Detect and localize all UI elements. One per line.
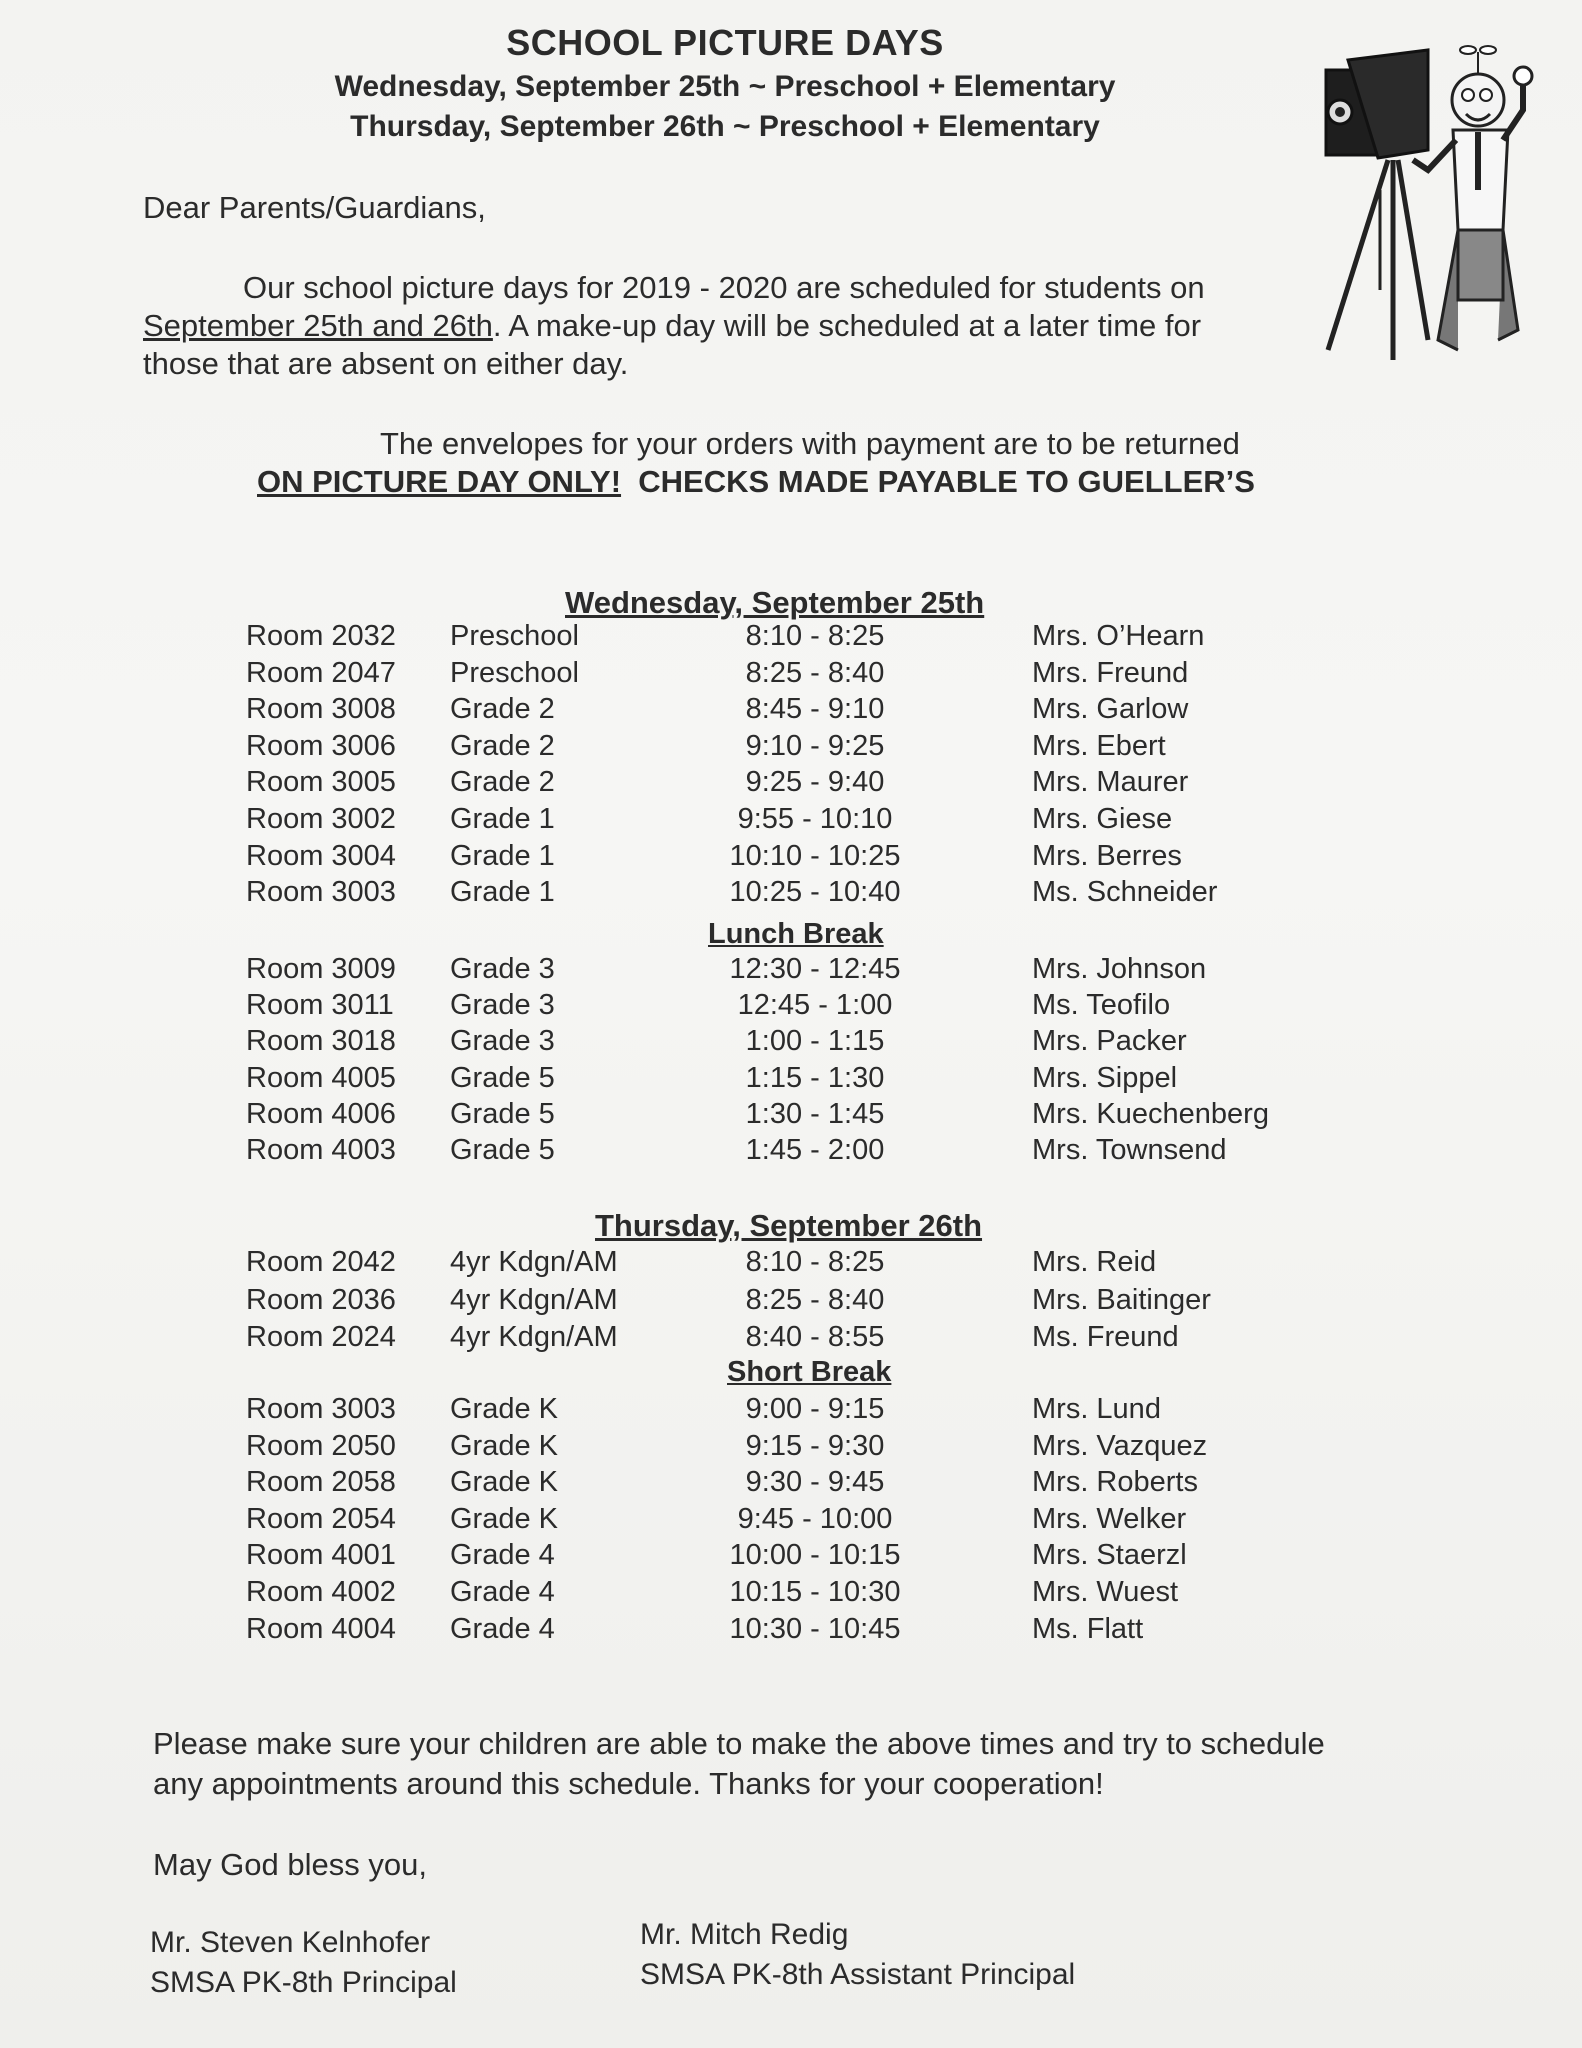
room-cell: Room 2058 bbox=[246, 1466, 396, 1499]
room-cell: Room 3003 bbox=[246, 1393, 396, 1425]
schedule-row bbox=[0, 1321, 1582, 1357]
picture-dates: September 25th and 26th bbox=[143, 308, 493, 343]
time-cell: 10:15 - 10:30 bbox=[729, 1576, 901, 1608]
room-cell: Room 2050 bbox=[246, 1429, 396, 1462]
paragraph-2-line-1: The envelopes for your orders with payment are to be returned bbox=[380, 426, 1240, 461]
room-cell: Room 3002 bbox=[246, 803, 396, 835]
subtitle-wednesday: Wednesday, September 25th ~ Preschool + Elementary bbox=[334, 70, 1116, 103]
time-cell: 8:25 - 8:40 bbox=[745, 656, 885, 689]
room-cell: Room 2054 bbox=[246, 1502, 396, 1535]
schedule-row bbox=[0, 1393, 1582, 1429]
teacher-cell: Mrs. Ebert bbox=[1032, 729, 1166, 762]
schedule-row bbox=[0, 1134, 1582, 1170]
teacher-cell: Mrs. Packer bbox=[1032, 1025, 1187, 1058]
grade-cell: Grade 5 bbox=[450, 1061, 555, 1094]
teacher-cell: Mrs. Baitinger bbox=[1032, 1283, 1211, 1316]
time-cell: 1:30 - 1:45 bbox=[745, 1097, 885, 1130]
time-cell: 9:15 - 9:30 bbox=[745, 1429, 885, 1462]
schedule-row bbox=[0, 953, 1582, 989]
assistant-principal-name: Mr. Mitch Redig bbox=[640, 1918, 849, 1951]
time-cell: 12:45 - 1:00 bbox=[737, 989, 893, 1022]
principal-signature bbox=[150, 1923, 457, 2003]
time-cell: 1:15 - 1:30 bbox=[745, 1061, 885, 1094]
teacher-cell: Mrs. Berres bbox=[1032, 839, 1182, 872]
room-cell: Room 2036 bbox=[246, 1283, 396, 1316]
schedule-row bbox=[0, 1246, 1582, 1282]
schedule-row bbox=[0, 1576, 1582, 1612]
cartoon-photographer-camera-icon bbox=[1318, 40, 1538, 360]
room-cell: Room 3006 bbox=[246, 729, 396, 762]
room-cell: Room 4004 bbox=[246, 1612, 396, 1645]
room-cell: Room 2047 bbox=[246, 656, 396, 689]
room-cell: Room 3005 bbox=[246, 766, 396, 799]
teacher-cell: Mrs. Maurer bbox=[1032, 766, 1189, 799]
grade-cell: Grade 5 bbox=[450, 1097, 555, 1130]
schedule-row bbox=[0, 876, 1582, 912]
time-cell: 1:00 - 1:15 bbox=[745, 1025, 885, 1058]
schedule-row bbox=[0, 1062, 1582, 1098]
schedule-row bbox=[0, 1539, 1582, 1575]
time-cell: 9:25 - 9:40 bbox=[745, 766, 885, 799]
room-cell: Room 4001 bbox=[246, 1539, 396, 1572]
teacher-cell: Ms. Schneider bbox=[1032, 876, 1218, 909]
grade-cell: Grade 3 bbox=[450, 989, 555, 1022]
schedule-row bbox=[0, 989, 1582, 1025]
grade-cell: 4yr Kdgn/AM bbox=[450, 1246, 618, 1278]
principal-title: SMSA PK-8th Principal bbox=[150, 1966, 457, 1999]
wednesday-heading: Wednesday, September 25th bbox=[565, 585, 985, 620]
schedule-row bbox=[0, 1503, 1582, 1539]
teacher-cell: Mrs. Wuest bbox=[1032, 1576, 1179, 1608]
time-cell: 12:30 - 12:45 bbox=[729, 953, 901, 985]
picture-day-only-notice: ON PICTURE DAY ONLY! bbox=[257, 464, 622, 499]
thursday-heading: Thursday, September 26th bbox=[595, 1208, 983, 1243]
grade-cell: Preschool bbox=[450, 656, 579, 689]
teacher-cell: Ms. Flatt bbox=[1032, 1612, 1144, 1645]
grade-cell: Grade K bbox=[450, 1502, 558, 1535]
grade-cell: Grade 4 bbox=[450, 1576, 555, 1608]
room-cell: Room 4005 bbox=[246, 1061, 396, 1094]
room-cell: Room 4006 bbox=[246, 1097, 396, 1130]
assistant-principal-signature bbox=[640, 1915, 1075, 1995]
teacher-cell: Mrs. Garlow bbox=[1032, 693, 1189, 726]
grade-cell: Grade 1 bbox=[450, 839, 555, 872]
room-cell: Room 3018 bbox=[246, 1025, 396, 1058]
grade-cell: Grade K bbox=[450, 1429, 558, 1462]
principal-name: Mr. Steven Kelnhofer bbox=[150, 1926, 431, 1959]
lunch-break-heading: Lunch Break bbox=[708, 918, 884, 950]
teacher-cell: Ms. Teofilo bbox=[1032, 989, 1171, 1022]
paragraph-1-line-1: Our school picture days for 2019 - 2020 are scheduled for students on bbox=[243, 270, 1205, 305]
teacher-cell: Mrs. Welker bbox=[1032, 1502, 1187, 1535]
schedule-row bbox=[0, 840, 1582, 876]
room-cell: Room 4002 bbox=[246, 1576, 396, 1608]
room-cell: Room 3011 bbox=[246, 989, 394, 1022]
grade-cell: Grade 4 bbox=[450, 1539, 555, 1572]
paragraph-1-makeup-text: . A make-up day will be scheduled at a later time for bbox=[492, 308, 1202, 343]
grade-cell: Grade 2 bbox=[450, 766, 555, 799]
teacher-cell: Mrs. Reid bbox=[1032, 1246, 1157, 1278]
schedule-row bbox=[0, 693, 1582, 729]
schedule-row bbox=[0, 766, 1582, 802]
grade-cell: Grade 2 bbox=[450, 729, 555, 762]
teacher-cell: Mrs. Staerzl bbox=[1032, 1539, 1187, 1572]
room-cell: Room 2032 bbox=[246, 620, 396, 652]
time-cell: 8:45 - 9:10 bbox=[745, 693, 885, 726]
grade-cell: 4yr Kdgn/AM bbox=[450, 1283, 618, 1316]
schedule-row bbox=[0, 730, 1582, 766]
time-cell: 8:10 - 8:25 bbox=[745, 1246, 885, 1278]
assistant-principal-title: SMSA PK-8th Assistant Principal bbox=[640, 1958, 1076, 1991]
teacher-cell: Mrs. Kuechenberg bbox=[1032, 1097, 1269, 1130]
time-cell: 10:10 - 10:25 bbox=[729, 839, 901, 872]
schedule-row bbox=[0, 1430, 1582, 1466]
time-cell: 1:45 - 2:00 bbox=[745, 1134, 885, 1166]
room-cell: Room 2024 bbox=[246, 1321, 396, 1353]
schedule-row bbox=[0, 620, 1582, 656]
short-break-heading: Short Break bbox=[727, 1356, 892, 1388]
time-cell: 10:00 - 10:15 bbox=[729, 1539, 901, 1572]
closing-line-1: Please make sure your children are able to make the above times and try to schedule bbox=[153, 1726, 1325, 1761]
closing-line-2: any appointments around this schedule. Thanks for your cooperation! bbox=[153, 1766, 1104, 1801]
grade-cell: Grade K bbox=[450, 1393, 558, 1425]
schedule-row bbox=[0, 1025, 1582, 1061]
paragraph-1-line-3: those that are absent on either day. bbox=[143, 346, 629, 381]
schedule-row bbox=[0, 803, 1582, 839]
teacher-cell: Mrs. Lund bbox=[1032, 1393, 1161, 1425]
teacher-cell: Mrs. Freund bbox=[1032, 656, 1189, 689]
blessing: May God bless you, bbox=[153, 1847, 427, 1882]
schedule-row bbox=[0, 1284, 1582, 1320]
schedule-row bbox=[0, 1098, 1582, 1134]
room-cell: Room 3008 bbox=[246, 693, 396, 726]
teacher-cell: Mrs. Vazquez bbox=[1032, 1429, 1208, 1462]
grade-cell: Grade 3 bbox=[450, 1025, 555, 1058]
grade-cell: Grade 3 bbox=[450, 953, 555, 985]
room-cell: Room 2042 bbox=[246, 1246, 396, 1278]
teacher-cell: Mrs. Townsend bbox=[1032, 1134, 1227, 1166]
teacher-cell: Mrs. O’Hearn bbox=[1032, 620, 1205, 652]
paragraph-2-line-2 bbox=[257, 462, 1255, 501]
time-cell: 8:40 - 8:55 bbox=[745, 1321, 885, 1353]
time-cell: 9:45 - 10:00 bbox=[737, 1502, 893, 1535]
schedule-row bbox=[0, 1613, 1582, 1649]
greeting: Dear Parents/Guardians, bbox=[143, 190, 486, 225]
time-cell: 10:25 - 10:40 bbox=[729, 876, 901, 909]
grade-cell: Grade 2 bbox=[450, 693, 555, 726]
time-cell: 9:30 - 9:45 bbox=[745, 1466, 885, 1499]
grade-cell: Grade K bbox=[450, 1466, 558, 1499]
teacher-cell: Mrs. Sippel bbox=[1032, 1061, 1178, 1094]
time-cell: 9:55 - 10:10 bbox=[737, 803, 893, 835]
room-cell: Room 4003 bbox=[246, 1134, 396, 1166]
grade-cell: Grade 1 bbox=[450, 876, 555, 909]
grade-cell: Grade 1 bbox=[450, 803, 555, 835]
page-title: SCHOOL PICTURE DAYS bbox=[506, 22, 944, 63]
time-cell: 9:10 - 9:25 bbox=[745, 729, 885, 762]
teacher-cell: Mrs. Roberts bbox=[1032, 1466, 1198, 1499]
time-cell: 8:25 - 8:40 bbox=[745, 1283, 885, 1316]
teacher-cell: Ms. Freund bbox=[1032, 1321, 1179, 1353]
room-cell: Room 3004 bbox=[246, 839, 396, 872]
teacher-cell: Mrs. Giese bbox=[1032, 803, 1173, 835]
subtitle-thursday: Thursday, September 26th ~ Preschool + Elementary bbox=[350, 110, 1100, 143]
room-cell: Room 3009 bbox=[246, 953, 396, 985]
time-cell: 9:00 - 9:15 bbox=[745, 1393, 885, 1425]
paragraph-1-line-2 bbox=[143, 306, 1201, 345]
grade-cell: Preschool bbox=[450, 620, 579, 652]
schedule-row bbox=[0, 657, 1582, 693]
checks-payable-notice: CHECKS MADE PAYABLE TO GUELLER’S bbox=[638, 464, 1255, 499]
time-cell: 8:10 - 8:25 bbox=[745, 620, 885, 652]
schedule-row bbox=[0, 1466, 1582, 1502]
room-cell: Room 3003 bbox=[246, 876, 396, 909]
grade-cell: Grade 4 bbox=[450, 1612, 555, 1645]
grade-cell: 4yr Kdgn/AM bbox=[450, 1321, 618, 1353]
grade-cell: Grade 5 bbox=[450, 1134, 555, 1166]
teacher-cell: Mrs. Johnson bbox=[1032, 953, 1207, 985]
time-cell: 10:30 - 10:45 bbox=[729, 1612, 901, 1645]
